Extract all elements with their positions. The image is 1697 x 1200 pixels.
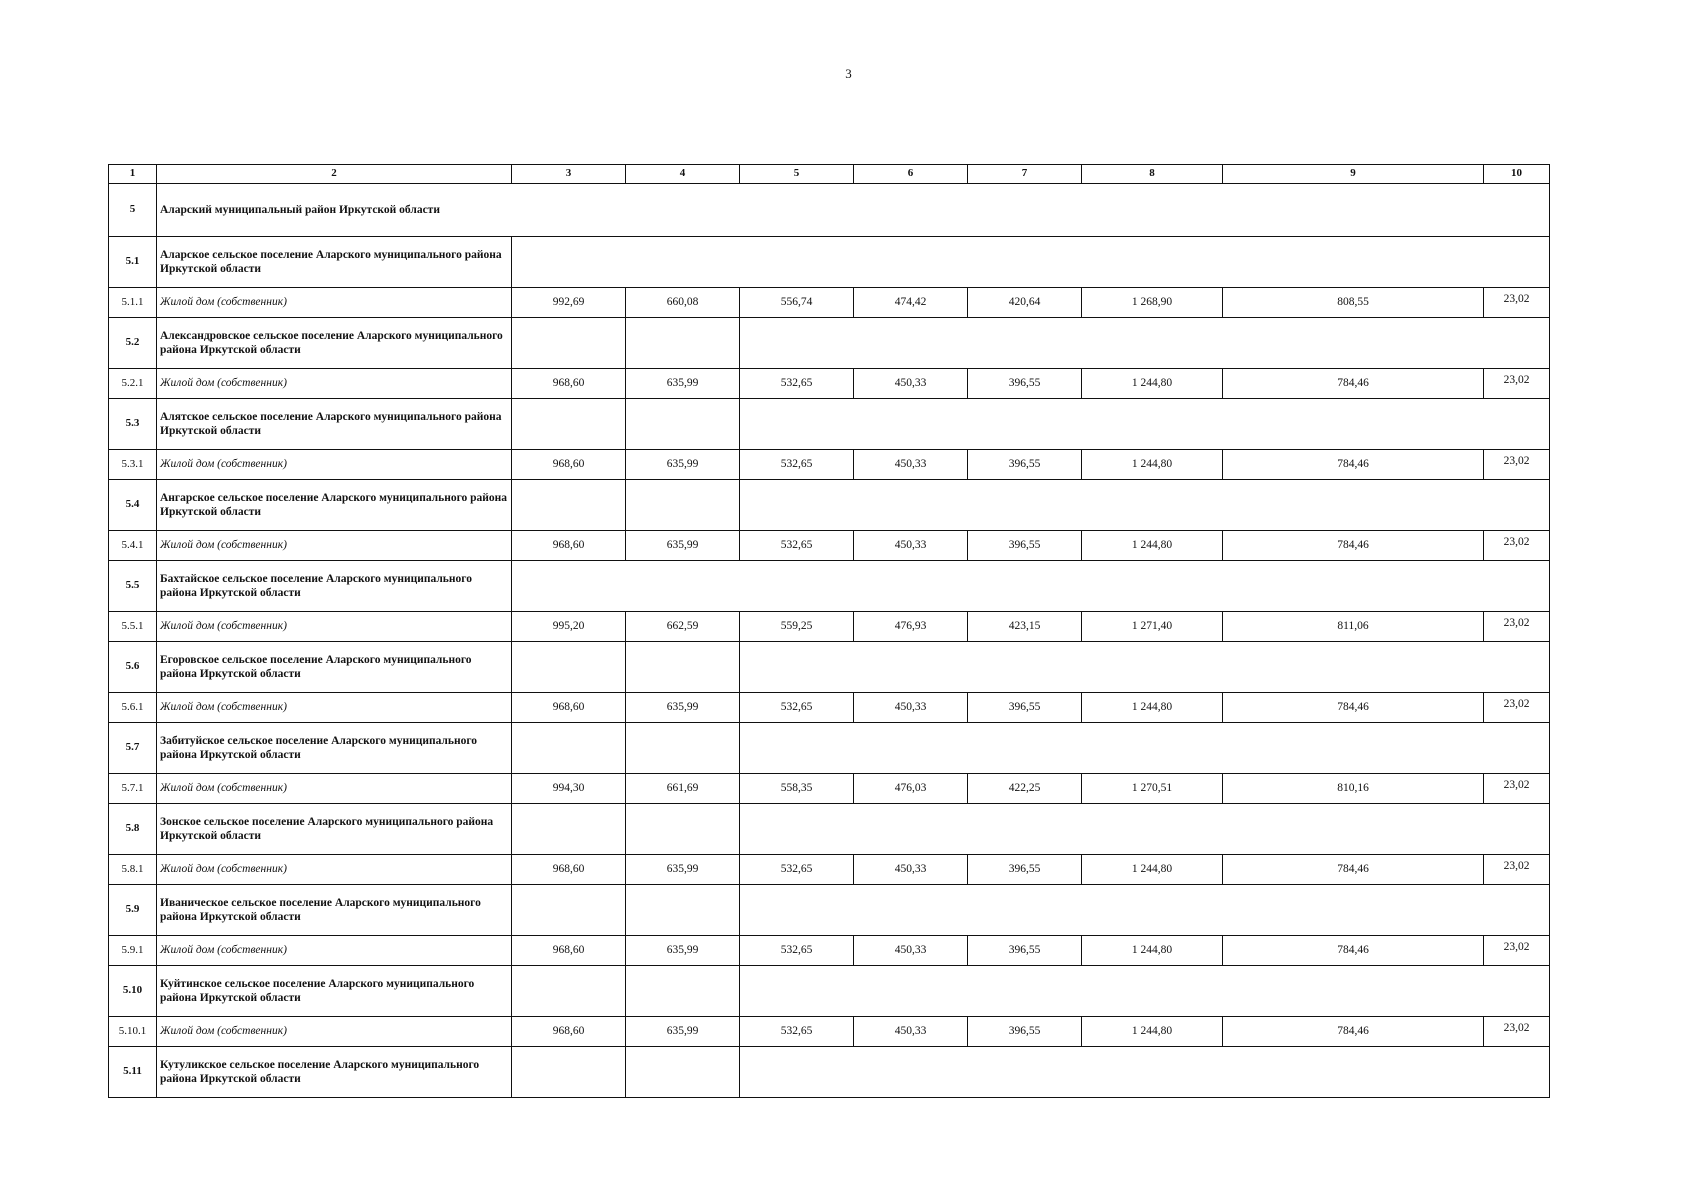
value-cell: 810,16	[1223, 774, 1484, 804]
value-cell: 396,55	[968, 855, 1082, 885]
settlement-row	[109, 966, 1550, 1017]
empty-cell	[512, 642, 626, 693]
value-cell: 968,60	[512, 936, 626, 966]
settlement-code: 5.3	[109, 399, 157, 450]
column-number: 8	[1082, 165, 1223, 184]
item-name: Жилой дом (собственник)	[157, 450, 512, 480]
settlement-name: Бахтайское сельское поселение Аларского муниципального района Иркутской области	[157, 561, 512, 612]
value-cell: 396,55	[968, 936, 1082, 966]
settlement-row	[109, 561, 1550, 612]
value-cell: 811,06	[1223, 612, 1484, 642]
column-number: 9	[1223, 165, 1484, 184]
item-name: Жилой дом (собственник)	[157, 1017, 512, 1047]
settlement-name: Егоровское сельское поселение Аларского муниципального района Иркутской области	[157, 642, 512, 693]
value-cell: 23,02	[1484, 774, 1550, 804]
column-number: 3	[512, 165, 626, 184]
empty-cell	[740, 480, 1550, 531]
value-cell: 1 244,80	[1082, 1017, 1223, 1047]
settlement-code: 5.7	[109, 723, 157, 774]
empty-cell	[512, 804, 626, 855]
settlement-row	[109, 642, 1550, 693]
empty-cell	[512, 723, 626, 774]
settlement-code: 5.5	[109, 561, 157, 612]
empty-cell	[626, 399, 740, 450]
empty-cell	[512, 237, 1550, 288]
item-code: 5.3.1	[109, 450, 157, 480]
value-cell: 635,99	[626, 369, 740, 399]
value-cell: 1 244,80	[1082, 531, 1223, 561]
value-cell: 661,69	[626, 774, 740, 804]
value-cell: 532,65	[740, 693, 854, 723]
value-cell: 784,46	[1223, 531, 1484, 561]
settlement-code: 5.4	[109, 480, 157, 531]
value-cell: 995,20	[512, 612, 626, 642]
empty-cell	[626, 1047, 740, 1098]
value-cell: 635,99	[626, 855, 740, 885]
settlement-code: 5.9	[109, 885, 157, 936]
value-cell: 784,46	[1223, 1017, 1484, 1047]
value-cell: 784,46	[1223, 450, 1484, 480]
settlement-row	[109, 885, 1550, 936]
settlement-code: 5.11	[109, 1047, 157, 1098]
empty-cell	[740, 1047, 1550, 1098]
item-row	[109, 774, 1550, 804]
settlement-row	[109, 723, 1550, 774]
settlement-name: Ангарское сельское поселение Аларского муниципального района Иркутской области	[157, 480, 512, 531]
item-row	[109, 1017, 1550, 1047]
value-cell: 23,02	[1484, 288, 1550, 318]
column-number: 5	[740, 165, 854, 184]
settlement-name: Алятское сельское поселение Аларского муниципального района Иркутской области	[157, 399, 512, 450]
column-number: 10	[1484, 165, 1550, 184]
value-cell: 532,65	[740, 531, 854, 561]
value-cell: 422,25	[968, 774, 1082, 804]
item-name: Жилой дом (собственник)	[157, 369, 512, 399]
item-code: 5.6.1	[109, 693, 157, 723]
value-cell: 784,46	[1223, 369, 1484, 399]
value-cell: 532,65	[740, 450, 854, 480]
column-number: 4	[626, 165, 740, 184]
settlement-row	[109, 318, 1550, 369]
value-cell: 558,35	[740, 774, 854, 804]
value-cell: 662,59	[626, 612, 740, 642]
empty-cell	[512, 885, 626, 936]
value-cell: 968,60	[512, 369, 626, 399]
value-cell: 450,33	[854, 936, 968, 966]
value-cell: 23,02	[1484, 936, 1550, 966]
settlement-code: 5.6	[109, 642, 157, 693]
column-number-row	[109, 165, 1550, 184]
item-name: Жилой дом (собственник)	[157, 936, 512, 966]
item-code: 5.10.1	[109, 1017, 157, 1047]
district-code: 5	[109, 184, 157, 237]
value-cell: 635,99	[626, 693, 740, 723]
empty-cell	[512, 318, 626, 369]
value-cell: 1 244,80	[1082, 936, 1223, 966]
tariff-table	[108, 164, 1550, 1098]
value-cell: 660,08	[626, 288, 740, 318]
value-cell: 450,33	[854, 693, 968, 723]
value-cell: 396,55	[968, 693, 1082, 723]
settlement-row	[109, 480, 1550, 531]
value-cell: 23,02	[1484, 531, 1550, 561]
value-cell: 423,15	[968, 612, 1082, 642]
value-cell: 1 244,80	[1082, 369, 1223, 399]
settlement-name: Иваническое сельское поселение Аларского муниципального района Иркутской области	[157, 885, 512, 936]
value-cell: 450,33	[854, 450, 968, 480]
empty-cell	[740, 723, 1550, 774]
item-row	[109, 855, 1550, 885]
value-cell: 968,60	[512, 693, 626, 723]
empty-cell	[512, 966, 626, 1017]
item-name: Жилой дом (собственник)	[157, 612, 512, 642]
value-cell: 968,60	[512, 855, 626, 885]
settlement-name: Зонское сельское поселение Аларского муниципального района Иркутской области	[157, 804, 512, 855]
district-row	[109, 184, 1550, 237]
empty-cell	[740, 318, 1550, 369]
value-cell: 635,99	[626, 531, 740, 561]
settlement-code: 5.1	[109, 237, 157, 288]
settlement-name: Аларское сельское поселение Аларского муниципального района Иркутской области	[157, 237, 512, 288]
settlement-row	[109, 399, 1550, 450]
column-number: 7	[968, 165, 1082, 184]
value-cell: 532,65	[740, 855, 854, 885]
item-code: 5.5.1	[109, 612, 157, 642]
value-cell: 1 244,80	[1082, 693, 1223, 723]
settlement-code: 5.2	[109, 318, 157, 369]
value-cell: 784,46	[1223, 936, 1484, 966]
item-row	[109, 612, 1550, 642]
settlement-code: 5.8	[109, 804, 157, 855]
value-cell: 23,02	[1484, 855, 1550, 885]
item-code: 5.2.1	[109, 369, 157, 399]
settlement-row	[109, 804, 1550, 855]
value-cell: 23,02	[1484, 612, 1550, 642]
value-cell: 23,02	[1484, 369, 1550, 399]
value-cell: 1 271,40	[1082, 612, 1223, 642]
value-cell: 450,33	[854, 369, 968, 399]
settlement-name: Куйтинское сельское поселение Аларского муниципального района Иркутской области	[157, 966, 512, 1017]
value-cell: 450,33	[854, 1017, 968, 1047]
empty-cell	[512, 561, 1550, 612]
value-cell: 784,46	[1223, 693, 1484, 723]
value-cell: 968,60	[512, 450, 626, 480]
empty-cell	[626, 804, 740, 855]
value-cell: 556,74	[740, 288, 854, 318]
value-cell: 476,03	[854, 774, 968, 804]
empty-cell	[626, 723, 740, 774]
value-cell: 476,93	[854, 612, 968, 642]
item-row	[109, 693, 1550, 723]
empty-cell	[626, 966, 740, 1017]
empty-cell	[626, 480, 740, 531]
empty-cell	[512, 1047, 626, 1098]
column-number: 6	[854, 165, 968, 184]
empty-cell	[626, 318, 740, 369]
item-code: 5.7.1	[109, 774, 157, 804]
value-cell: 635,99	[626, 1017, 740, 1047]
value-cell: 450,33	[854, 855, 968, 885]
value-cell: 1 270,51	[1082, 774, 1223, 804]
item-row	[109, 288, 1550, 318]
value-cell: 396,55	[968, 1017, 1082, 1047]
value-cell: 532,65	[740, 369, 854, 399]
item-code: 5.1.1	[109, 288, 157, 318]
empty-cell	[740, 966, 1550, 1017]
item-name: Жилой дом (собственник)	[157, 693, 512, 723]
empty-cell	[740, 885, 1550, 936]
value-cell: 808,55	[1223, 288, 1484, 318]
value-cell: 784,46	[1223, 855, 1484, 885]
settlement-name: Кутуликское сельское поселение Аларского муниципального района Иркутской области	[157, 1047, 512, 1098]
empty-cell	[740, 399, 1550, 450]
value-cell: 420,64	[968, 288, 1082, 318]
value-cell: 994,30	[512, 774, 626, 804]
value-cell: 1 244,80	[1082, 450, 1223, 480]
empty-cell	[740, 804, 1550, 855]
value-cell: 968,60	[512, 1017, 626, 1047]
item-name: Жилой дом (собственник)	[157, 531, 512, 561]
value-cell: 23,02	[1484, 450, 1550, 480]
value-cell: 968,60	[512, 531, 626, 561]
empty-cell	[626, 885, 740, 936]
item-row	[109, 531, 1550, 561]
settlement-name: Забитуйское сельское поселение Аларского муниципального района Иркутской области	[157, 723, 512, 774]
item-row	[109, 369, 1550, 399]
empty-cell	[626, 642, 740, 693]
settlement-name: Александровское сельское поселение Аларского муниципального района Иркутской области	[157, 318, 512, 369]
value-cell: 396,55	[968, 369, 1082, 399]
value-cell: 532,65	[740, 1017, 854, 1047]
value-cell: 396,55	[968, 450, 1082, 480]
page-number: 3	[845, 66, 852, 81]
value-cell: 396,55	[968, 531, 1082, 561]
value-cell: 992,69	[512, 288, 626, 318]
value-cell: 635,99	[626, 936, 740, 966]
value-cell: 1 268,90	[1082, 288, 1223, 318]
value-cell: 23,02	[1484, 693, 1550, 723]
value-cell: 532,65	[740, 936, 854, 966]
value-cell: 450,33	[854, 531, 968, 561]
item-name: Жилой дом (собственник)	[157, 288, 512, 318]
value-cell: 635,99	[626, 450, 740, 480]
column-number: 2	[157, 165, 512, 184]
item-name: Жилой дом (собственник)	[157, 855, 512, 885]
value-cell: 23,02	[1484, 1017, 1550, 1047]
empty-cell	[512, 480, 626, 531]
item-code: 5.8.1	[109, 855, 157, 885]
empty-cell	[740, 642, 1550, 693]
value-cell: 1 244,80	[1082, 855, 1223, 885]
district-name: Аларский муниципальный район Иркутской области	[157, 184, 1550, 237]
settlement-row	[109, 1047, 1550, 1098]
item-code: 5.9.1	[109, 936, 157, 966]
settlement-row	[109, 237, 1550, 288]
item-row	[109, 936, 1550, 966]
item-name: Жилой дом (собственник)	[157, 774, 512, 804]
value-cell: 474,42	[854, 288, 968, 318]
settlement-code: 5.10	[109, 966, 157, 1017]
empty-cell	[512, 399, 626, 450]
item-row	[109, 450, 1550, 480]
column-number: 1	[109, 165, 157, 184]
item-code: 5.4.1	[109, 531, 157, 561]
value-cell: 559,25	[740, 612, 854, 642]
